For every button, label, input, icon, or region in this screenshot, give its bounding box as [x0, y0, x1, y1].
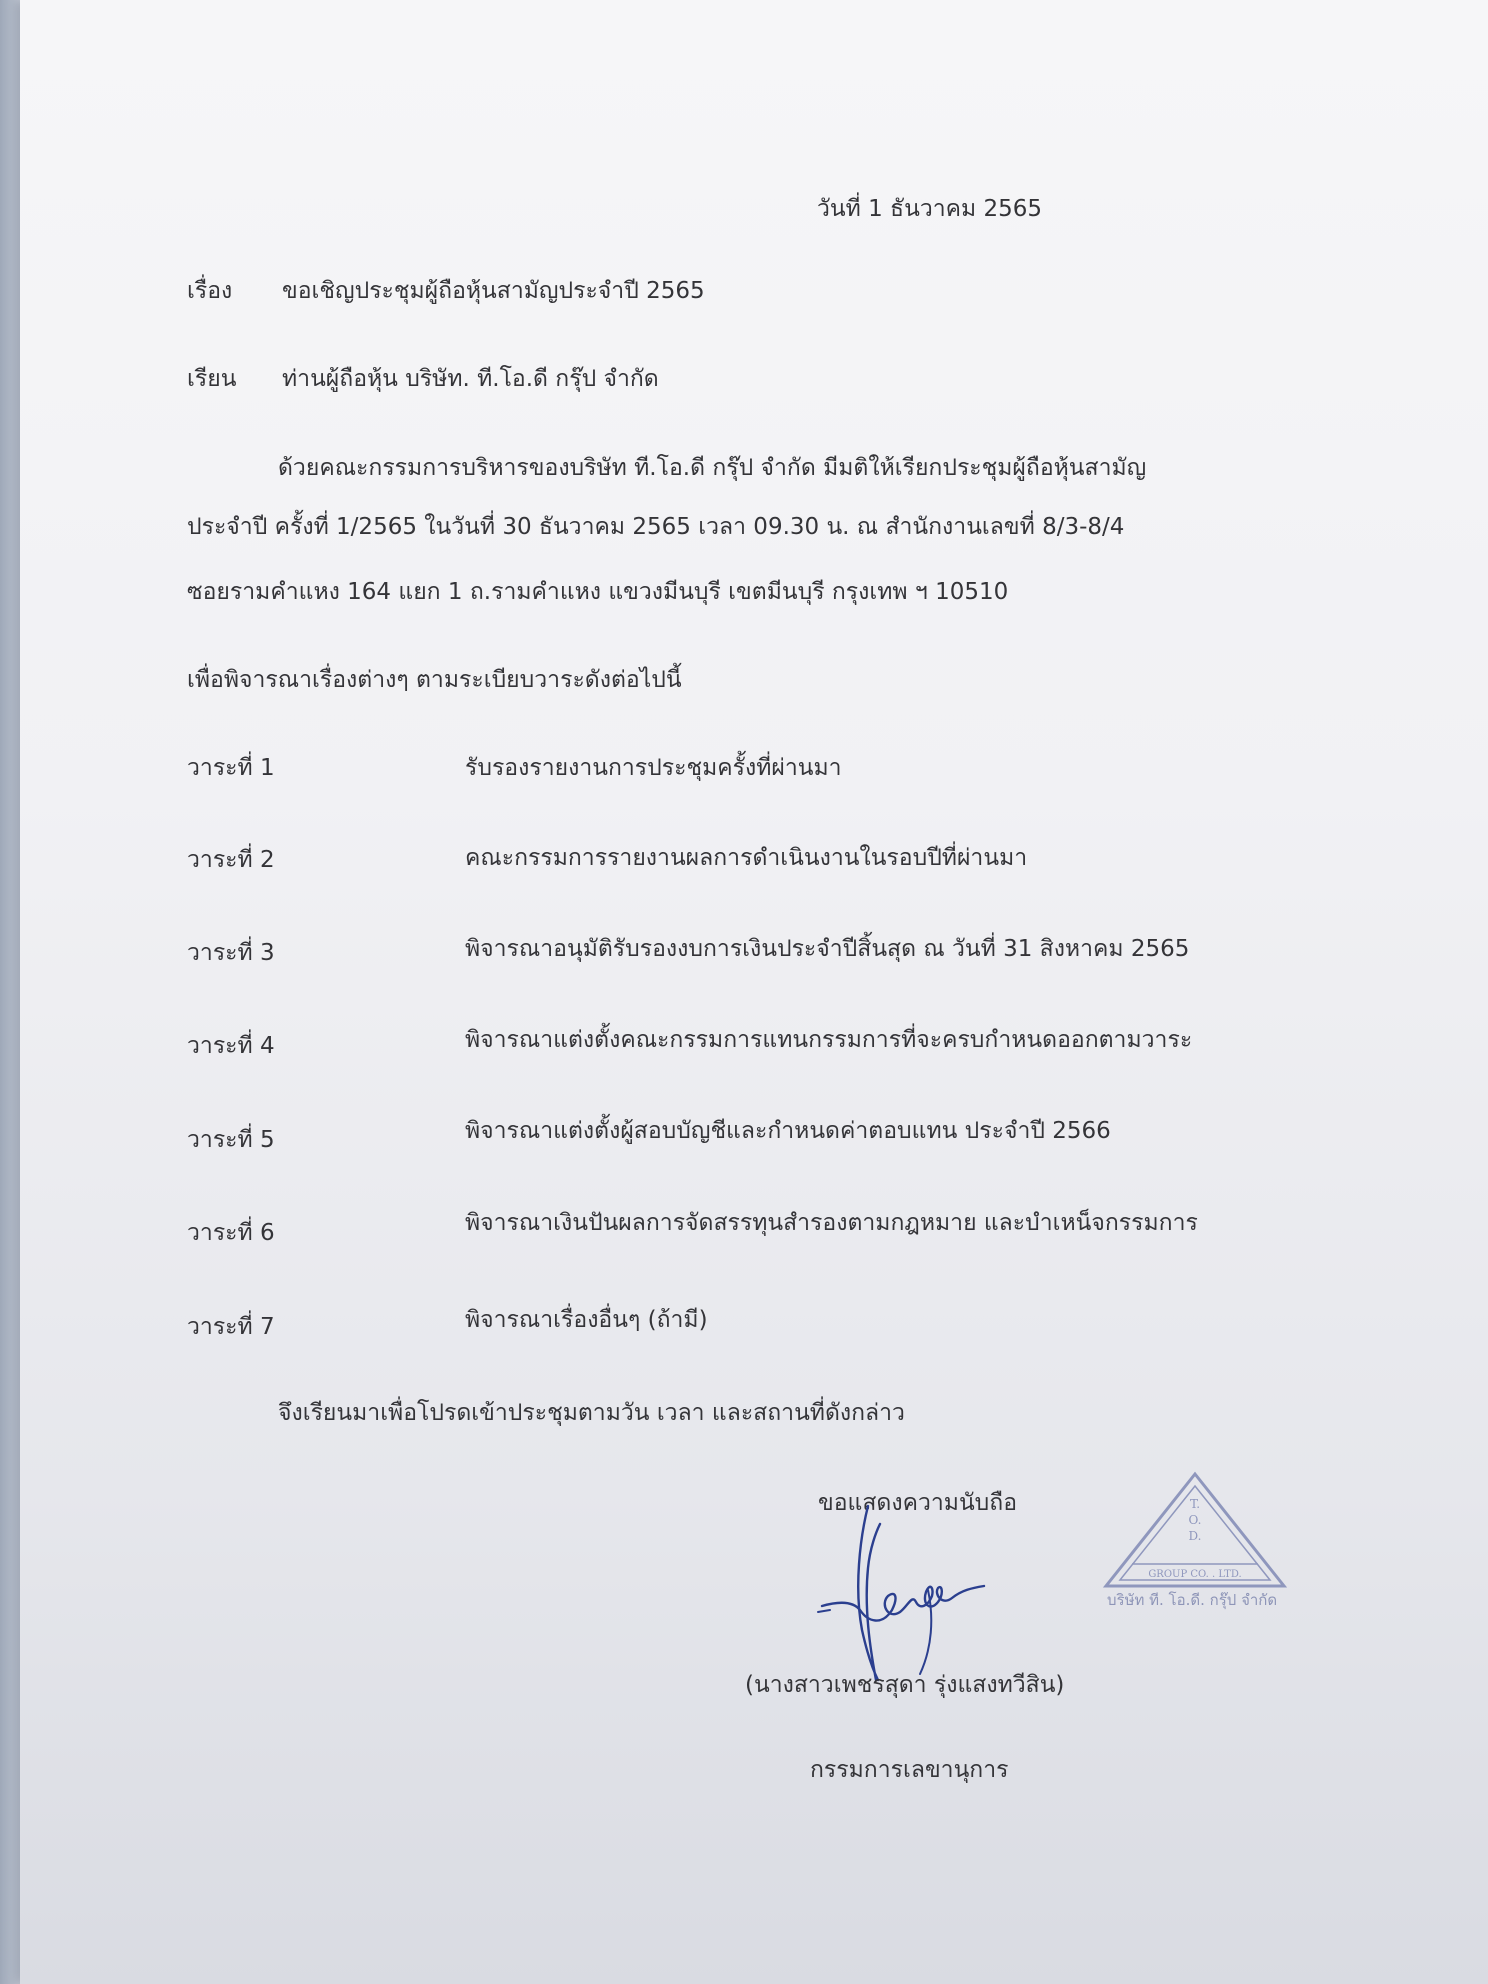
agenda-description: รับรองรายงานการประชุมครั้งที่ผ่านมา	[465, 755, 842, 781]
agenda-description: พิจารณาเงินปันผลการจัดสรรทุนสำรองตามกฎหมาย และบำเหน็จกรรมการ	[465, 1210, 1198, 1236]
agenda-intro: เพื่อพิจารณาเรื่องต่างๆ ตามระเบียบวาระดังต่อไปนี้	[187, 667, 682, 693]
paragraph-line: ด้วยคณะกรรมการบริหารของบริษัท ที.โอ.ดี กรุ๊ป จำกัด มีมติให้เรียกประชุมผู้ถือหุ้นสามัญ	[278, 455, 1147, 481]
agenda-description: พิจารณาแต่งตั้งผู้สอบบัญชีและกำหนดค่าตอบแทน ประจำปี 2566	[465, 1118, 1111, 1144]
svg-text:GROUP CO. . LTD.: GROUP CO. . LTD.	[1148, 1569, 1242, 1580]
closing-line: จึงเรียนมาเพื่อโปรดเข้าประชุมตามวัน เวลา และสถานที่ดังกล่าว	[278, 1400, 905, 1426]
agenda-number: วาระที่ 5	[187, 1127, 275, 1153]
letter-date: วันที่ 1 ธันวาคม 2565	[817, 196, 1043, 222]
agenda-number: วาระที่ 3	[187, 940, 275, 966]
subject-label: เรื่อง	[187, 278, 233, 304]
signer-title: กรรมการเลขานุการ	[810, 1757, 1009, 1783]
agenda-number: วาระที่ 4	[187, 1033, 275, 1059]
signer-name: (นางสาวเพชรสุดา รุ่งแสงทวีสิน)	[745, 1672, 1065, 1698]
agenda-description: พิจารณาแต่งตั้งคณะกรรมการแทนกรรมการที่จะครบกำหนดออกตามวาระ	[465, 1027, 1193, 1053]
recipient-text: ท่านผู้ถือหุ้น บริษัท. ที.โอ.ดี กรุ๊ป จำกัด	[282, 366, 659, 392]
agenda-description: พิจารณาอนุมัติรับรองงบการเงินประจำปีสิ้นสุด ณ วันที่ 31 สิงหาคม 2565	[465, 936, 1190, 962]
signature-image	[816, 1498, 992, 1688]
agenda-number: วาระที่ 2	[187, 847, 275, 873]
agenda-description: คณะกรรมการรายงานผลการดำเนินงานในรอบปีที่ผ่านมา	[465, 845, 1028, 871]
subject-text: ขอเชิญประชุมผู้ถือหุ้นสามัญประจำปี 2565	[282, 278, 705, 304]
regards-text: ขอแสดงความนับถือ	[818, 1490, 1018, 1516]
svg-text:D.: D.	[1188, 1529, 1202, 1543]
paragraph-line: ประจำปี ครั้งที่ 1/2565 ในวันที่ 30 ธันวาคม 2565 เวลา 09.30 น. ณ สำนักงานเลขที่ 8/3-8/4	[187, 514, 1125, 540]
agenda-number: วาระที่ 7	[187, 1314, 275, 1340]
stamp-caption: บริษัท ที. โอ.ดี. กรุ๊ป จำกัด	[1107, 1591, 1278, 1609]
agenda-number: วาระที่ 6	[187, 1220, 275, 1246]
agenda-description: พิจารณาเรื่องอื่นๆ (ถ้ามี)	[465, 1307, 708, 1333]
recipient-label: เรียน	[187, 366, 237, 392]
svg-text:T.: T.	[1189, 1497, 1201, 1511]
svg-text:O.: O.	[1188, 1513, 1202, 1527]
agenda-number: วาระที่ 1	[187, 755, 275, 781]
paragraph-line: ซอยรามคำแหง 164 แยก 1 ถ.รามคำแหง แขวงมีนบุรี เขตมีนบุรี กรุงเทพ ฯ 10510	[187, 579, 1009, 605]
